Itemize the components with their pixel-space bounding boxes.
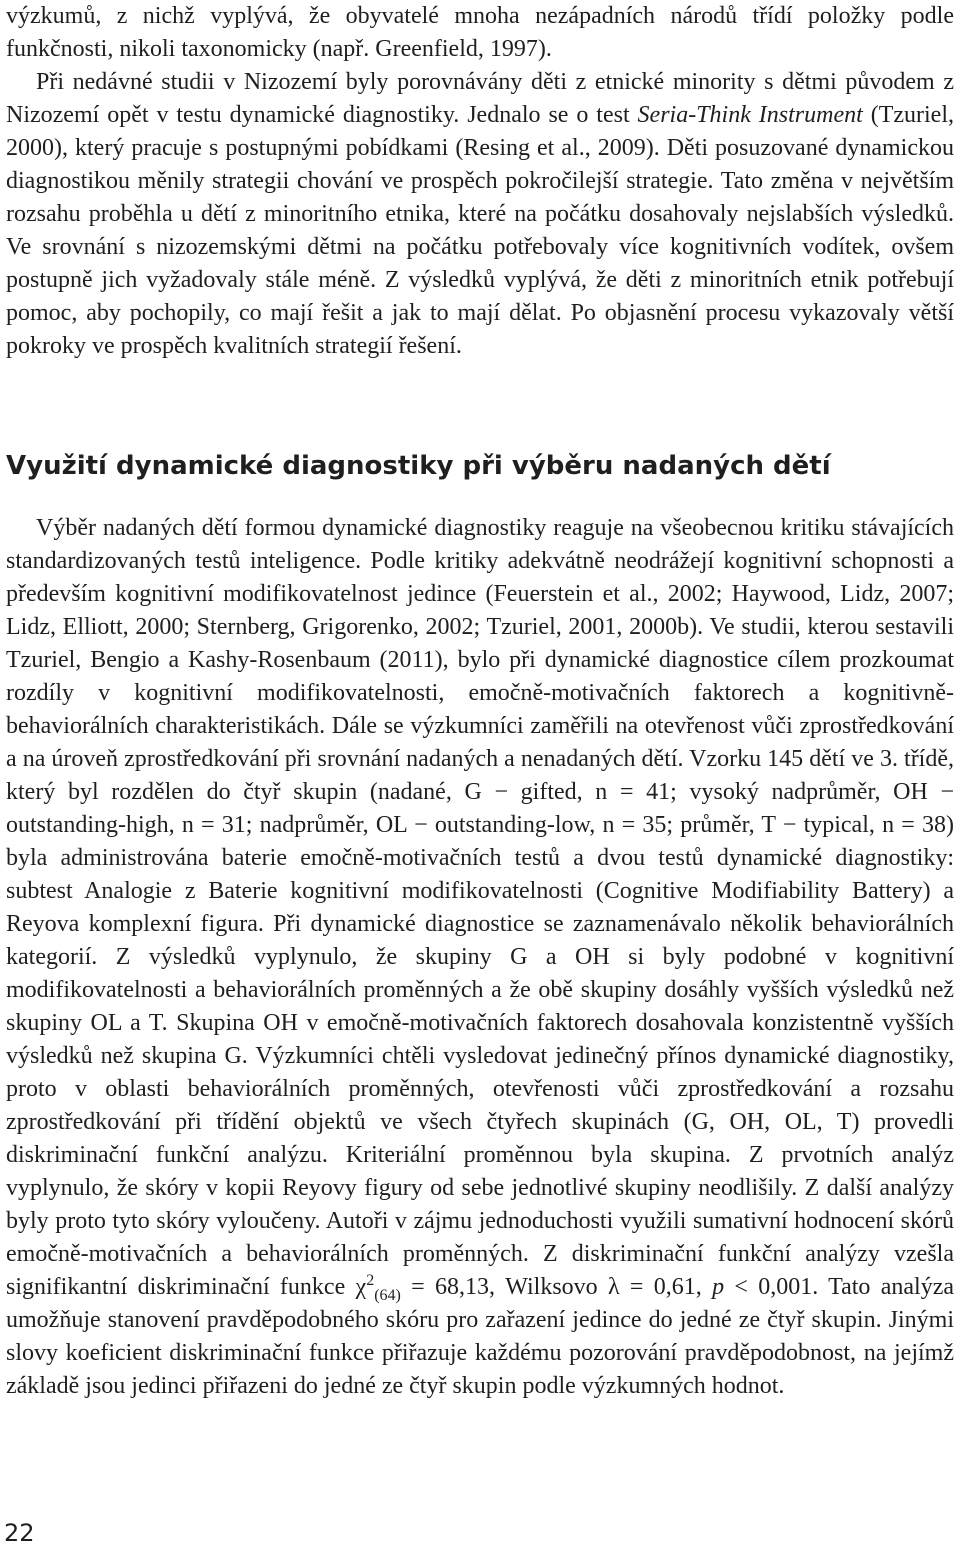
paragraph-text: = 68,13, Wilksovo λ = 0,61,	[400, 1274, 713, 1300]
paragraph-gifted-selection	[6, 512, 954, 1403]
paragraph-text: Při nedávné studii v Nizozemí byly porovnávány děti z etnické minority s dětmi původem z Nizozemí opět v testu dynamické diagnostiky. Jednalo se o test	[6, 69, 954, 128]
paragraph-fragment-intro: výzkumů, z nichž vyplývá, že obyvatelé mnoha nezápadních národů třídí položky podle funkčnosti, nikoli taxonomicky (např. Greenfield, 1997).	[6, 3, 954, 62]
p-value-italic: p	[712, 1274, 725, 1300]
page-number: 22	[4, 1519, 35, 1547]
section-heading: Využití dynamické diagnostiky při výběru nadaných dětí	[6, 451, 831, 481]
paragraph-netherlands-study	[6, 66, 954, 363]
paragraph-text: Výběr nadaných dětí formou dynamické diagnostiky reaguje na všeobecnou kritiku stávajících standardizovaných testů inteligence. Podle kritiky adekvátně neodrážejí kognitivní schopnosti a především kognitivní modifikovatelnost jedince (Feuerstein et al., 2002; Haywood, Lidz, 2007; Lidz, Elliott, 2000; Sternberg, Grigorenko, 2002; Tzuriel, 2001, 2000b). Ve studii, kterou sestavili Tzuriel, Bengio a Kashy-Rosenbaum (2011), bylo při dynamické diagnostice cílem prozkoumat rozdíly v kognitivní modifikovatelnosti, emočně-motivačních faktorech a kognitivně-behaviorálních charakteristikách. Dále se výzkumníci zaměřili na otevřenost vůči zprostředkování a na úroveň zprostředkování při srovnání nadaných a nenadaných dětí. Vzorku 145 dětí ve 3. třídě, který byl rozdělen do čtyř skupin (nadané, G − gifted, n = 41; vysoký nadprůměr, OH − outstanding-high, n = 31; nadprůměr, OL − outstanding-low, n = 35; průměr, T − typical, n = 38) byla administrována baterie emočně-motivačních testů a dvou testů dynamické diagnostiky: subtest Analogie z Baterie kognitivní modifikovatelnosti (Cognitive Modifiability Battery) a Reyova komplexní figura. Při dynamické diagnostice se zaznamenávalo několik behaviorálních kategorií. Z výsledků vyplynulo, že skupiny G a OH si byly podobné v kognitivní modifikovatelnosti a behaviorálních proměnných a že obě skupiny dosáhly vyšších výsledků než skupiny OL a T. Skupina OH v emočně-motivačních faktorech dosahovala konzistentně vyšších výsledků než skupina G. Výzkumníci chtěli vysledovat jedinečný přínos dynamické diagnostiky, proto v oblasti behaviorálních proměnných, otevřenosti vůči zprostředkování a rozsahu zprostředkování při třídění objektů ve všech čtyřech skupinách (G, OH, OL, T) provedli diskriminační funkční analýzu. Kriteriální proměnnou byla skupina. Z prvotních analýz vyplynulo, že skóry v kopii Reyovy figury od sebe jednotlivé skupiny neodlišily. Z další analýzy byly proto tyto skóry vyloučeny. Autoři v zájmu jednoduchosti využili sumativní hodnocení skórů emočně-motivačních a behaviorálních proměnných. Z diskriminační funkční analýzy vzešla signifikantní diskriminační funkce χ	[6, 515, 954, 1300]
paragraph-continued	[6, 0, 954, 363]
chi-square-subscript: (64)	[374, 1286, 401, 1304]
chi-square-superscript: 2	[366, 1272, 375, 1289]
paragraph-text: (Tzuriel, 2000), který pracuje s postupnými pobídkami (Resing et al., 2009). Děti posuzované dynamickou diagnostikou měnily strategii chování ve prospěch pokročilejší strategie. Tato změna v největším rozsahu proběhla u dětí z minoritního etnika, které na počátku dosahovaly nejslabších výsledků. Ve srovnání s nizozemskými dětmi na počátku potřebovaly více kognitivních vodítek, ovšem postupně jich vyžadovaly stále méně. Z výsledků vyplývá, že děti z minoritních etnik potřebují pomoc, aby pochopily, co mají řešit a jak to mají dělat. Po objasnění procesu vykazovaly větší pokroky ve prospěch kvalitních strategií řešení.	[6, 102, 955, 359]
paragraph-text: < 0,001. Tato analýza umožňuje stanovení pravděpodobného skóru pro zařazení jedince do jedné ze čtyř skupin. Jinými slovy koeficient diskriminační funkce přiřazuje každému pozorování pravděpodobnost, na jejímž základě jsou jedinci přiřazeni do jedné ze čtyř skupin podle výzkumných hodnot.	[6, 1274, 955, 1399]
test-name-italic: Seria-Think Instrument	[637, 102, 863, 128]
